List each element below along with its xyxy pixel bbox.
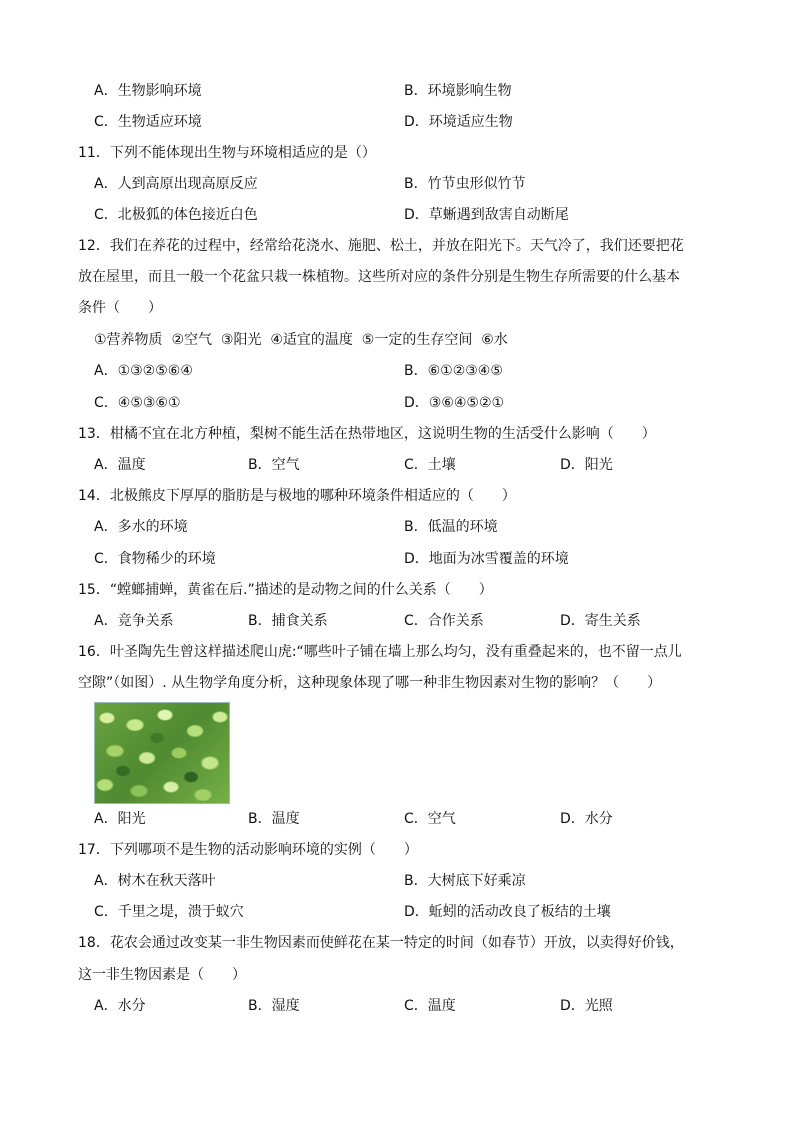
q11-option-a: A．人到高原出现高原反应 [94, 176, 258, 192]
q17-option-c: C．千里之堤，溃于蚁穴 [94, 904, 244, 920]
q10-option-b: B．环境影响生物 [404, 83, 512, 99]
q15-option-d: D．寄生关系 [560, 613, 641, 629]
q11-option-c: C．北极狐的体色接近白色 [94, 207, 258, 223]
q13-option-d: D．阳光 [560, 457, 613, 473]
q13-option-a: A．温度 [94, 457, 146, 473]
q12-option-d: D．③⑥④⑤②① [404, 395, 505, 411]
q17-option-d: D．蚯蚓的活动改良了板结的土壤 [404, 904, 611, 920]
q15-option-c: C．合作关系 [404, 613, 484, 629]
q16-option-d: D．水分 [560, 811, 613, 827]
q14-option-a: A．多水的环境 [94, 519, 188, 535]
q12-option-b: B．⑥①②③④⑤ [404, 363, 503, 379]
q15-stem: 15．“螳螂捕蝉，黄雀在后.”描述的是动物之间的什么关系（ ） [78, 582, 493, 598]
q10-option-a: A．生物影响环境 [94, 83, 202, 99]
q14-stem: 14．北极熊皮下厚厚的脂肪是与极地的哪种环境条件相适应的（ ） [78, 488, 516, 504]
q18-option-b: B．湿度 [248, 998, 300, 1014]
q16-option-c: C．空气 [404, 811, 456, 827]
q18-option-c: C．温度 [404, 998, 456, 1014]
q12-stem-line2: 放在屋里，而且一般一个花盆只栽一株植物。这些所对应的条件分别是生物生存所需要的什么基本 [78, 269, 680, 285]
q14-option-c: C．食物稀少的环境 [94, 551, 216, 567]
q17-stem: 17．下列哪项不是生物的活动影响环境的实例（ ） [78, 842, 418, 858]
q18-option-d: D．光照 [560, 998, 613, 1014]
q12-option-c: C．④⑤③⑥① [94, 395, 181, 411]
q18-option-a: A．水分 [94, 998, 146, 1014]
q15-option-b: B．捕食关系 [248, 613, 328, 629]
q12-stem-line1: 12．我们在养花的过程中，经常给花浇水、施肥、松土，并放在阳光下。天气冷了，我们还要把花 [78, 238, 684, 254]
q12-option-a: A．①③②⑤⑥④ [94, 363, 193, 379]
q18-stem-line1: 18．花农会通过改变某一非生物因素而使鲜花在某一特定的时间（如春节）开放，以卖得好价钱， [78, 935, 684, 951]
q10-option-c: C．生物适应环境 [94, 114, 202, 130]
q13-option-c: C．土壤 [404, 457, 456, 473]
q12-conditions: ①营养物质 ②空气 ③阳光 ④适宜的温度 ⑤一定的生存空间 ⑥水 [94, 332, 508, 348]
q10-option-d: D．环境适应生物 [404, 114, 513, 130]
q11-option-d: D．草蜥遇到敌害自动断尾 [404, 207, 569, 223]
q13-stem: 13．柑橘不宜在北方种植，梨树不能生活在热带地区，这说明生物的生活受什么影响（ ） [78, 426, 656, 442]
q16-option-a: A．阳光 [94, 811, 146, 827]
q11-option-b: B．竹节虫形似竹节 [404, 176, 526, 192]
q13-option-b: B．空气 [248, 457, 300, 473]
q16-stem-line2: 空隙”（如图）. 从生物学角度分析，这种现象体现了哪一种非生物因素对生物的影响？（ ） [78, 675, 662, 691]
q16-stem-line1: 16．叶圣陶先生曾这样描述爬山虎:“哪些叶子铺在墙上那么均匀，没有重叠起来的，也不留一点儿 [78, 644, 682, 660]
q17-option-b: B．大树底下好乘凉 [404, 873, 526, 889]
q18-stem-line2: 这一非生物因素是（ ） [78, 967, 246, 983]
ivy-leaves-image [94, 702, 230, 804]
q12-stem-line3: 条件（ ） [78, 300, 162, 316]
q14-option-b: B．低温的环境 [404, 519, 498, 535]
q11-stem: 11．下列不能体现出生物与环境相适应的是（） [78, 145, 376, 161]
q14-option-d: D．地面为冰雪覆盖的环境 [404, 551, 569, 567]
q17-option-a: A．树木在秋天落叶 [94, 873, 216, 889]
q15-option-a: A．竞争关系 [94, 613, 174, 629]
q16-option-b: B．温度 [248, 811, 300, 827]
